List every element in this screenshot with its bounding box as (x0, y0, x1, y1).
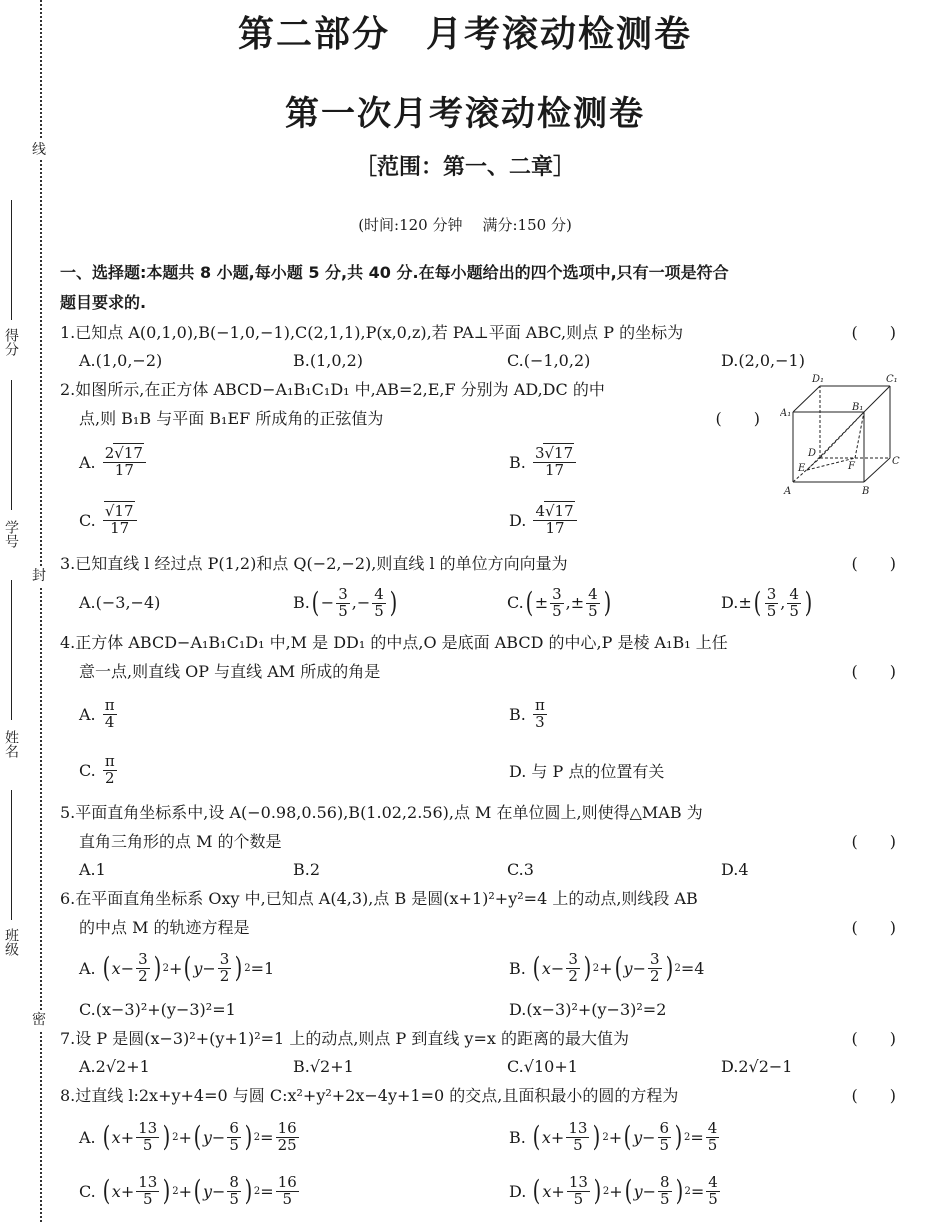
question-6 (60, 884, 896, 1024)
option-d: D. 与 P 点的位置有关 (509, 761, 665, 781)
option-c: C. ( ± $\frac{3}{5}$ ,± $\frac{4}{5}$ ) (507, 584, 611, 620)
label-d: D (808, 448, 817, 459)
question-2-text-line1: 2.如图所示,在正方体 ABCD−A₁B₁C₁D₁ 中,AB=2,E,F 分别为 AD,DC 的中 (60, 380, 605, 399)
option-b: B. $\frac{\pi}{3}$ (509, 695, 545, 731)
cube-figure (780, 372, 900, 500)
section-heading: 一、选择题:本题共 8 小题,每小题 5 分,共 40 分.在每小题给出的四个选项中,只有一项是符合 题目要求的. (60, 263, 729, 312)
exam-time-info (0, 214, 930, 235)
question-6-text-line2: 的中点 M 的轨迹方程是 (79, 918, 250, 937)
option-d: D. $\frac{4√17}{17}$ (509, 504, 915, 537)
option-d: D.± ( $\frac{3}{5}$ , $\frac{4}{5}$ ) (721, 584, 813, 620)
answer-blank[interactable]: ( ) (851, 1086, 896, 1105)
cube-diagram (780, 372, 900, 500)
label-c1: C₁ (886, 374, 898, 385)
question-4-text-line1: 4.正方体 ABCD−A₁B₁C₁D₁ 中,M 是 DD₁ 的中点,O 是底面 ABCD 的中心,P 是棱 A₁B₁ 上任 (60, 633, 728, 652)
option-b: B. ( x − $\frac{3}{2}$ ) 2 + ( y − $\frac{3}{2}$ ) 2 =4 (509, 949, 705, 985)
option-b: B.2 (293, 860, 321, 879)
option-c: C. $\frac{\pi}{2}$ (79, 751, 115, 787)
option-c: C.(x−3)²+(y−3)²=1 (79, 999, 236, 1019)
option-c: C.√10+1 (507, 1057, 578, 1076)
question-7-text: 7.设 P 是圆(x−3)²+(y+1)²=1 上的动点,则点 P 到直线 y=x 的距离的最大值为 (60, 1029, 629, 1048)
question-7 (60, 1024, 896, 1081)
option-a: A. $\frac{2√17}{17}$ (79, 446, 509, 479)
exam-time: (时间:120 分钟 (358, 216, 463, 234)
option-d: D. ( x + $\frac{13}{5}$ ) 2 + ( y − $\frac{8}{5}$ ) 2 = $\frac{4}{5}$ (509, 1172, 718, 1208)
name-blank[interactable] (11, 580, 12, 720)
answer-blank[interactable]: ( ) (851, 554, 896, 573)
question-4 (60, 628, 896, 798)
option-b: B.(1,0,2) (293, 351, 364, 370)
question-list (60, 258, 896, 1218)
question-2 (60, 375, 760, 433)
part-title (0, 6, 930, 57)
question-1 (60, 318, 896, 375)
question-8 (60, 1081, 896, 1218)
option-a: A. ( x + $\frac{13}{5}$ ) 2 + ( y − $\frac{6}{5}$ ) 2 = $\frac{16}{25}$ (79, 1118, 297, 1154)
option-c: C.3 (507, 860, 534, 879)
question-5 (60, 798, 896, 884)
answer-blank[interactable]: ( ) (851, 323, 896, 342)
answer-blank[interactable]: ( ) (715, 409, 760, 428)
question-3-text: 3.已知直线 l 经过点 P(1,2)和点 Q(−2,−2),则直线 l 的单位方向向量为 (60, 554, 568, 573)
option-b: B. ( x + $\frac{13}{5}$ ) 2 + ( y − $\frac{6}{5}$ ) 2 = $\frac{4}{5}$ (509, 1118, 718, 1154)
student-id-label: 学号 (3, 520, 19, 548)
option-d: D.(x−3)²+(y−3)²=2 (509, 999, 667, 1019)
binding-dotted-line (40, 0, 42, 1222)
label-c: C (892, 456, 900, 467)
option-a: A.(−3,−4) (79, 593, 161, 612)
cut-mark-seal: 封 (32, 568, 46, 584)
question-5-text-line2: 直角三角形的点 M 的个数是 (79, 832, 282, 851)
class-blank[interactable] (11, 790, 12, 920)
label-b1: B₁ (852, 402, 864, 413)
cut-mark-line: 线 (32, 142, 46, 158)
option-a: A.1 (79, 860, 106, 879)
option-a: A.2√2+1 (79, 1057, 150, 1076)
label-a1: A₁ (780, 408, 792, 419)
exam-score: 满分:150 分) (482, 216, 572, 234)
name-label: 姓名 (3, 730, 19, 758)
question-6-text-line1: 6.在平面直角坐标系 Oxy 中,已知点 A(4,3),点 B 是圆(x+1)²+y²=4 上的动点,则线段 AB (60, 889, 698, 908)
part-subtitle: 月考滚动检测卷 (426, 14, 693, 55)
cut-mark-secret: 密 (32, 1012, 46, 1028)
option-a: A. ( x − $\frac{3}{2}$ ) 2 + ( y − $\frac{3}{2}$ ) 2 =1 (79, 949, 275, 985)
answer-blank[interactable]: ( ) (851, 662, 896, 681)
binding-margin (0, 0, 52, 1222)
option-c: C. $\frac{√17}{17}$ (79, 504, 509, 537)
student-id-blank[interactable] (11, 380, 12, 510)
question-1-text: 1.已知点 A(0,1,0),B(−1,0,−1),C(2,1,1),P(x,0,z),若 PA⊥平面 ABC,则点 P 的坐标为 (60, 323, 684, 342)
part-label: 第二部分 (237, 14, 390, 55)
option-d: D.2√2−1 (721, 1057, 793, 1076)
question-2-text-line2: 点,则 B₁B 与平面 B₁EF 所成角的正弦值为 (79, 409, 384, 428)
question-4-text-line2: 意一点,则直线 OP 与直线 AM 所成的角是 (79, 662, 381, 681)
option-a: A.(1,0,−2) (79, 351, 163, 370)
label-e: E (798, 463, 806, 474)
option-d: D.4 (721, 860, 749, 879)
answer-blank[interactable]: ( ) (851, 918, 896, 937)
option-d: D.(2,0,−1) (721, 351, 805, 370)
option-b: B.√2+1 (293, 1057, 354, 1076)
class-label: 班级 (3, 928, 19, 956)
label-f: F (848, 461, 855, 472)
question-8-text: 8.过直线 l:2x+y+4=0 与圆 C:x²+y²+2x−4y+1=0 的交点,且面积最小的圆的方程为 (60, 1086, 679, 1105)
label-d1: D₁ (812, 374, 825, 385)
question-5-text-line1: 5.平面直角坐标系中,设 A(−0.98,0.56),B(1.02,2.56),点 M 在单位圆上,则使得△MAB 为 (60, 803, 703, 822)
option-c: C. ( x + $\frac{13}{5}$ ) 2 + ( y − $\frac{8}{5}$ ) 2 = $\frac{16}{5}$ (79, 1172, 297, 1208)
option-b: B. $\frac{3√17}{17}$ (509, 446, 915, 479)
exam-range: ［范围：第一、二章］ (354, 155, 575, 180)
question-3 (60, 549, 896, 628)
score-label: 得分 (3, 328, 19, 356)
answer-blank[interactable]: ( ) (851, 832, 896, 851)
label-a: A (784, 486, 792, 497)
option-a: A. $\frac{\pi}{4}$ (79, 695, 115, 731)
option-b: B. ( − $\frac{3}{5}$ ,− $\frac{4}{5}$ ) (293, 584, 398, 620)
answer-blank[interactable]: ( ) (851, 1029, 896, 1048)
label-b: B (862, 486, 870, 497)
option-c: C.(−1,0,2) (507, 351, 591, 370)
exam-title: 第一次月考滚动检测卷 (285, 94, 645, 134)
